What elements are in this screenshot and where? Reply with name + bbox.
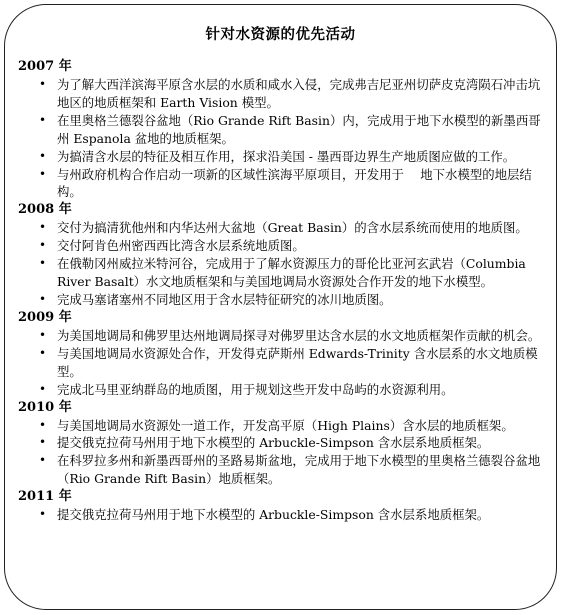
year-activity-list	[18, 417, 546, 489]
activity-text: 提交俄克拉荷马州用于地下水模型的 Arbuckle-Simpson 含水层系地质框架。	[57, 435, 490, 451]
year-heading: 2010 年	[18, 399, 72, 415]
bullet-icon: •	[39, 256, 47, 271]
year-activity-list	[18, 76, 546, 201]
year-activity-list	[18, 219, 546, 309]
activity-text: 与美国地调局水资源处合作，开发得克萨斯州 Edwards-Trinity 含水层系的水文地质模型。	[57, 345, 538, 379]
activity-list	[18, 58, 546, 524]
year-heading: 2008 年	[18, 202, 72, 218]
bullet-icon: •	[39, 220, 47, 235]
activity-text: 为美国地调局和佛罗里达州地调局探寻对佛罗里达含水层的水文地质框架作贡献的机会。	[57, 327, 541, 343]
activity-text: 与州政府机构合作启动一项新的区域性滨海平原项目，开发用于 地下水模型的地层结构。	[57, 166, 532, 200]
bullet-icon: •	[39, 345, 47, 360]
panel-title: 针对水资源的优先活动	[205, 27, 356, 43]
activity-item	[18, 452, 546, 488]
year-heading: 2009 年	[18, 309, 72, 325]
activity-item	[18, 76, 546, 112]
activity-item	[18, 237, 546, 255]
activity-item	[18, 506, 546, 524]
bullet-icon: •	[39, 327, 47, 342]
bullet-icon: •	[39, 112, 47, 127]
year-activity-list	[18, 327, 546, 399]
year-heading: 2011 年	[18, 489, 72, 505]
activity-text: 完成北马里亚纳群岛的地质图，用于规划这些开发中岛屿的水资源利用。	[57, 381, 454, 397]
bullet-icon: •	[39, 435, 47, 450]
activity-text: 在里奥格兰德裂谷盆地（Rio Grande Rift Basin）内，完成用于地下水模型的新墨西哥州 Espanola 盆地的地质框架。	[57, 112, 541, 146]
bullet-icon: •	[39, 381, 47, 396]
activity-item	[18, 148, 546, 166]
activity-text: 在俄勒冈州威拉米特河谷，完成用于了解水资源压力的哥伦比亚河玄武岩（Columbia River Basalt）水文地质框架和与美国地调局水资源处合作开发的地下水模型。	[57, 256, 526, 290]
year-heading: 2007 年	[18, 59, 72, 74]
activity-text: 在科罗拉多州和新墨西哥州的圣路易斯盆地，完成用于地下水模型的里奥格兰德裂谷盆地（Rio Grande Rift Basin）地质框架。	[57, 453, 541, 487]
bullet-icon: •	[39, 291, 47, 306]
activity-item	[18, 291, 546, 309]
activity-item	[18, 166, 546, 202]
activity-text: 交付阿肯色州密西西比湾含水层系统地质图。	[57, 238, 305, 254]
priority-activities-panel	[4, 4, 557, 610]
activity-text: 为了解大西洋滨海平原含水层的水质和咸水入侵，完成弗吉尼亚州切萨皮克湾陨石冲击坑地区的地质框架和 Earth Vision 模型。	[57, 77, 541, 110]
year-activity-list	[18, 506, 546, 524]
activity-item	[18, 112, 546, 148]
activity-text: 完成马塞诸塞州不同地区用于含水层特征研究的冰川地质图。	[57, 291, 392, 307]
bullet-icon: •	[39, 77, 47, 91]
activity-text: 提交俄克拉荷马州用于地下水模型的 Arbuckle-Simpson 含水层系地质框架。	[57, 507, 490, 523]
bullet-icon: •	[39, 507, 47, 522]
activity-item	[18, 434, 546, 452]
activity-item	[18, 381, 546, 399]
activity-text: 为搞清含水层的特征及相互作用，探求沿美国 - 墨西哥边界生产地质图应做的工作。	[57, 148, 516, 164]
activity-item	[18, 255, 546, 291]
activity-text: 交付为搞清犹他州和内华达州大盆地（Great Basin）的含水层系统而使用的地质图。	[57, 220, 528, 236]
bullet-icon: •	[39, 453, 47, 468]
bullet-icon: •	[39, 166, 47, 181]
activity-item	[18, 327, 546, 345]
bullet-icon: •	[39, 417, 47, 432]
bullet-icon: •	[39, 238, 47, 253]
activity-item	[18, 417, 546, 435]
bullet-icon: •	[39, 148, 47, 163]
activity-text: 与美国地调局水资源处一道工作，开发高平原（High Plains）含水层的地质框架。	[57, 417, 514, 433]
activity-item	[18, 345, 546, 381]
activity-item	[18, 219, 546, 237]
